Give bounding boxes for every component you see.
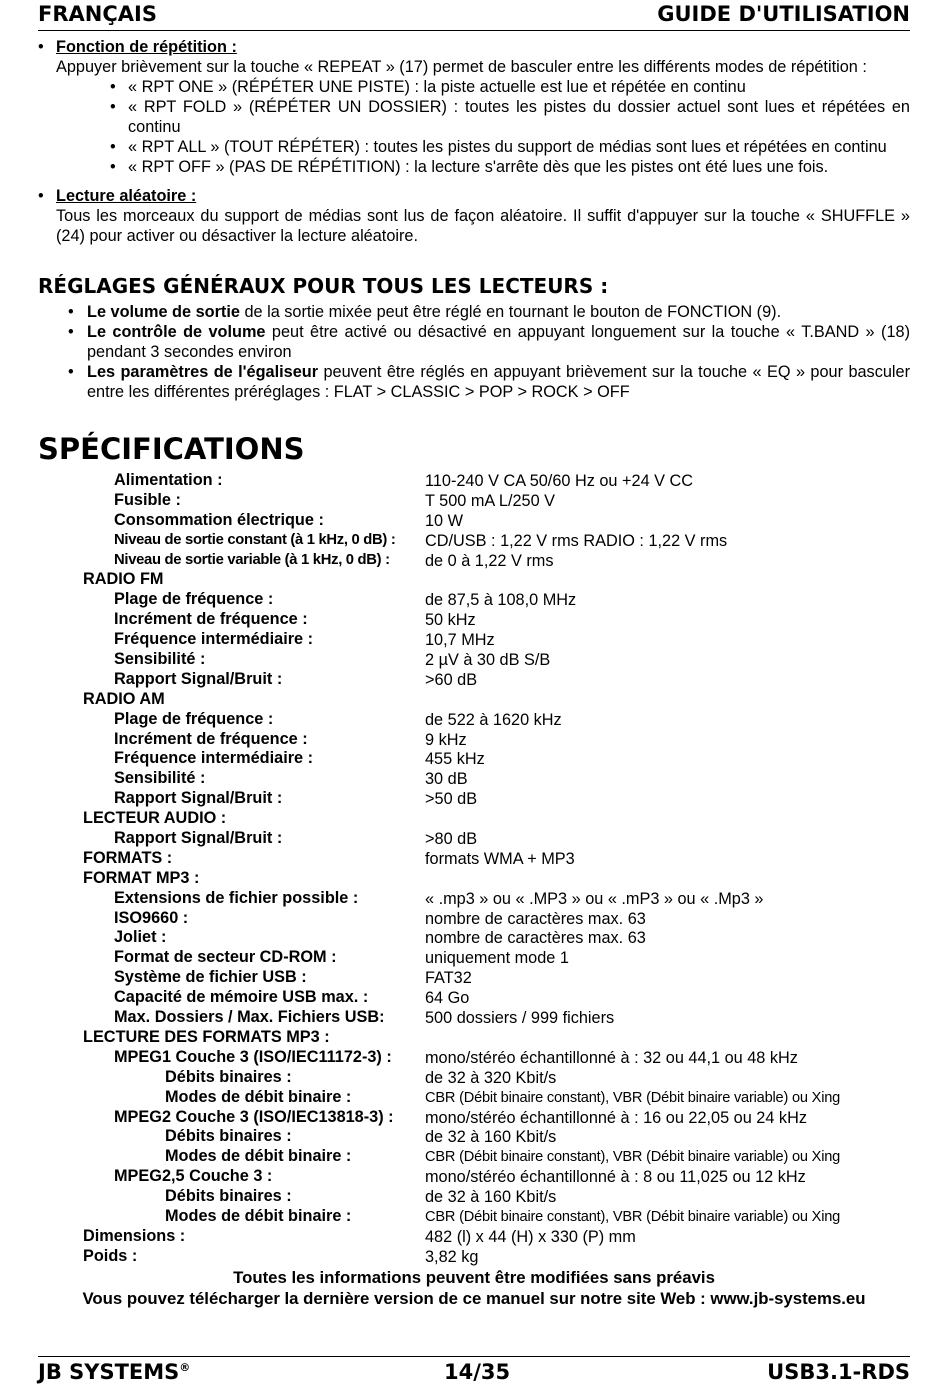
spec-value: >50 dB <box>425 790 478 809</box>
spec-row <box>38 828 910 848</box>
spec-value: CBR (Débit binaire constant), VBR (Débit binaire variable) ou Xing <box>425 1208 841 1225</box>
spec-row <box>38 689 910 709</box>
spec-row <box>38 868 910 888</box>
page-header <box>38 2 910 31</box>
spec-row <box>38 510 910 530</box>
spec-value: « .mp3 » ou « .MP3 » ou « .mP3 » ou « .Mp3 » <box>425 889 764 908</box>
spec-label: MPEG1 Couche 3 (ISO/IEC11172-3) : <box>114 1047 392 1066</box>
header-language: FRANÇAIS <box>38 2 157 26</box>
spec-row <box>38 490 910 510</box>
spec-value: 3,82 kg <box>425 1247 479 1266</box>
header-title: GUIDE D'UTILISATION <box>657 2 910 26</box>
general-settings-list <box>38 302 910 402</box>
spec-value: 10,7 MHz <box>425 631 495 650</box>
specifications-title: SPÉCIFICATIONS <box>38 432 305 466</box>
spec-row <box>38 768 910 788</box>
spec-label: FORMATS : <box>83 848 173 867</box>
spec-row <box>38 1186 910 1206</box>
spec-row <box>38 1007 910 1027</box>
specifications-table <box>38 470 910 1266</box>
spec-value: 64 Go <box>425 989 470 1008</box>
spec-label: ISO9660 : <box>114 908 189 927</box>
bullet-icon: • <box>110 158 116 176</box>
spec-row <box>38 788 910 808</box>
spec-label: Modes de débit binaire : <box>165 1147 352 1166</box>
spec-label: Joliet : <box>114 928 167 947</box>
list-item: • « RPT ONE » (RÉPÉTER UNE PISTE) : la piste actuelle est lue et répétée en continu <box>110 78 746 96</box>
spec-label: MPEG2 Couche 3 (ISO/IEC13818-3) : <box>114 1107 394 1126</box>
list-item: • Les paramètres de l'égaliseur peuvent être réglés en appuyant brièvement sur la touche « EQ » pour basculer entre les différentes préréglages : FLAT > CLASSIC > POP > ROCK > OFF <box>68 363 910 401</box>
spec-label: MPEG2,5 Couche 3 : <box>114 1167 273 1186</box>
spec-value: de 32 à 320 Kbit/s <box>425 1068 557 1087</box>
spec-value: CD/USB : 1,22 V rms RADIO : 1,22 V rms <box>425 531 728 550</box>
spec-label: Rapport Signal/Bruit : <box>114 789 283 808</box>
bullet-icon: • <box>38 38 44 56</box>
spec-row <box>38 1087 910 1107</box>
spec-label: Plage de fréquence : <box>114 709 274 728</box>
bullet-icon: • <box>68 323 74 341</box>
spec-value: mono/stéréo échantillonné à : 32 ou 44,1 ou 48 kHz <box>425 1048 798 1067</box>
footer-brand: JB SYSTEMS® <box>38 1360 191 1384</box>
spec-label: Fréquence intermédiaire : <box>114 630 314 649</box>
page-number: 14/35 <box>444 1360 511 1384</box>
list-item: • Le contrôle de volume peut être activé ou désactivé en appuyant longuement sur la touche « T.BAND » (18) pendant 3 secondes environ <box>68 323 910 361</box>
bullet-icon: • <box>38 187 44 205</box>
spec-value: de 87,5 à 108,0 MHz <box>425 591 577 610</box>
bullet-icon: • <box>110 98 116 116</box>
spec-row <box>38 927 910 947</box>
spec-value: 10 W <box>425 511 464 530</box>
spec-label: Rapport Signal/Bruit : <box>114 829 283 848</box>
repeat-title: Fonction de répétition : <box>56 38 237 56</box>
spec-row <box>38 888 910 908</box>
spec-label: Fréquence intermédiaire : <box>114 749 314 768</box>
spec-value: nombre de caractères max. 63 <box>425 929 646 948</box>
spec-row <box>38 669 910 689</box>
repeat-intro: Appuyer brièvement sur la touche « REPEAT » (17) permet de basculer entre les différents modes de répétition : <box>56 58 867 76</box>
spec-label: Fusible : <box>114 490 181 509</box>
spec-label: Sensibilité : <box>114 769 206 788</box>
spec-label: Niveau de sortie variable (à 1 kHz, 0 dB) : <box>114 551 390 568</box>
spec-row <box>38 1107 910 1127</box>
spec-value: de 0 à 1,22 V rms <box>425 551 554 570</box>
spec-value: T 500 mA L/250 V <box>425 491 556 510</box>
spec-label: Modes de débit binaire : <box>165 1087 352 1106</box>
spec-label: Format de secteur CD-ROM : <box>114 948 337 967</box>
spec-row <box>38 729 910 749</box>
spec-row <box>38 569 910 589</box>
spec-row <box>38 848 910 868</box>
shuffle-title: Lecture aléatoire : <box>56 187 197 205</box>
shuffle-section <box>38 186 910 246</box>
bullet-icon: • <box>68 303 74 321</box>
spec-row <box>38 1246 910 1266</box>
spec-label: Capacité de mémoire USB max. : <box>114 988 369 1007</box>
repeat-mode-list <box>38 77 910 177</box>
general-settings-title: RÉGLAGES GÉNÉRAUX POUR TOUS LES LECTEURS : <box>38 274 609 298</box>
spec-label: FORMAT MP3 : <box>83 868 200 887</box>
spec-row <box>38 1027 910 1047</box>
spec-label: RADIO FM <box>83 570 164 589</box>
spec-label: Système de fichier USB : <box>114 968 307 987</box>
spec-value: FAT32 <box>425 969 472 988</box>
spec-row <box>38 1226 910 1246</box>
spec-row <box>38 1067 910 1087</box>
list-item: • « RPT ALL » (TOUT RÉPÉTER) : toutes les pistes du support de médias sont lues et répétées en continu <box>110 138 887 156</box>
spec-value: CBR (Débit binaire constant), VBR (Débit binaire variable) ou Xing <box>425 1149 841 1166</box>
spec-row <box>38 908 910 928</box>
bullet-icon: • <box>68 363 74 381</box>
spec-row <box>38 1166 910 1186</box>
change-notice: Toutes les informations peuvent être modifiées sans préavis <box>233 1267 715 1287</box>
footer-model: USB3.1-RDS <box>767 1360 910 1384</box>
spec-row <box>38 967 910 987</box>
spec-value: CBR (Débit binaire constant), VBR (Débit binaire variable) ou Xing <box>425 1089 841 1106</box>
list-item: • « RPT OFF » (PAS DE RÉPÉTITION) : la lecture s'arrête dès que les pistes ont été lues une fois. <box>110 158 829 176</box>
spec-row <box>38 470 910 490</box>
spec-value: mono/stéréo échantillonné à : 16 ou 22,05 ou 24 kHz <box>425 1108 807 1127</box>
spec-value: de 32 à 160 Kbit/s <box>425 1128 557 1147</box>
spec-value: 500 dossiers / 999 fichiers <box>425 1009 615 1028</box>
spec-label: Alimentation : <box>114 471 223 489</box>
spec-value: formats WMA + MP3 <box>425 849 575 868</box>
spec-label: Incrément de fréquence : <box>114 610 308 629</box>
spec-row <box>38 550 910 570</box>
specifications-notes <box>38 1267 910 1309</box>
spec-row <box>38 1047 910 1067</box>
bullet-icon: • <box>110 78 116 96</box>
spec-value: 9 kHz <box>425 730 467 749</box>
list-item: • Le volume de sortie de la sortie mixée peut être réglé en tournant le bouton de FONCTION (9). <box>68 303 782 321</box>
spec-label: Niveau de sortie constant (à 1 kHz, 0 dB) : <box>114 531 396 548</box>
spec-row <box>38 808 910 828</box>
spec-label: Rapport Signal/Bruit : <box>114 669 283 688</box>
spec-row <box>38 1206 910 1226</box>
spec-row <box>38 748 910 768</box>
spec-label: RADIO AM <box>83 689 165 708</box>
spec-value: 482 (l) x 44 (H) x 330 (P) mm <box>425 1227 636 1246</box>
spec-label: Consommation électrique : <box>114 510 324 529</box>
spec-label: Poids : <box>83 1246 138 1265</box>
spec-row <box>38 530 910 550</box>
spec-label: Sensibilité : <box>114 650 206 669</box>
spec-label: Débits binaires : <box>165 1127 292 1146</box>
page-content <box>38 37 910 1309</box>
spec-value: 455 kHz <box>425 750 485 769</box>
spec-value: 30 dB <box>425 770 468 789</box>
spec-value: >80 dB <box>425 830 478 849</box>
download-notice: Vous pouvez télécharger la dernière version de ce manuel sur notre site Web : www.jb-systems.eu <box>82 1288 866 1308</box>
spec-value: uniquement mode 1 <box>425 949 569 968</box>
spec-row <box>38 947 910 967</box>
spec-value: >60 dB <box>425 670 478 689</box>
spec-row <box>38 1146 910 1166</box>
page-footer <box>38 1356 910 1387</box>
spec-value: 110-240 V CA 50/60 Hz ou +24 V CC <box>425 472 694 490</box>
spec-label: Plage de fréquence : <box>114 590 274 609</box>
spec-row <box>38 609 910 629</box>
spec-value: nombre de caractères max. 63 <box>425 909 646 928</box>
spec-row <box>38 589 910 609</box>
spec-label: LECTEUR AUDIO : <box>83 809 227 828</box>
spec-value: mono/stéréo échantillonné à : 8 ou 11,025 ou 12 kHz <box>425 1168 806 1187</box>
spec-label: Modes de débit binaire : <box>165 1206 352 1225</box>
spec-label: Dimensions : <box>83 1226 186 1245</box>
spec-value: de 32 à 160 Kbit/s <box>425 1188 557 1207</box>
spec-row <box>38 709 910 729</box>
spec-label: Incrément de fréquence : <box>114 729 308 748</box>
repeat-section <box>38 37 910 77</box>
spec-row <box>38 649 910 669</box>
spec-label: Débits binaires : <box>165 1067 292 1086</box>
list-item: • « RPT FOLD » (RÉPÉTER UN DOSSIER) : toutes les pistes du dossier actuel sont lues et répétées en continu <box>110 98 910 136</box>
spec-label: Max. Dossiers / Max. Fichiers USB: <box>114 1008 385 1027</box>
shuffle-text: Tous les morceaux du support de médias sont lus de façon aléatoire. Il suffit d'appuyer sur la touche « SHUFFLE » (24) pour activer ou désactiver la lecture aléatoire. <box>56 207 910 245</box>
spec-row <box>38 629 910 649</box>
spec-value: 50 kHz <box>425 611 476 630</box>
spec-label: Débits binaires : <box>165 1187 292 1206</box>
spec-label: LECTURE DES FORMATS MP3 : <box>83 1027 330 1046</box>
bullet-icon: • <box>110 138 116 156</box>
spec-row <box>38 1126 910 1146</box>
spec-value: 2 µV à 30 dB S/B <box>425 651 551 670</box>
registered-mark: ® <box>179 1361 191 1374</box>
spec-label: Extensions de fichier possible : <box>114 888 359 907</box>
spec-row <box>38 987 910 1007</box>
spec-value: de 522 à 1620 kHz <box>425 710 562 729</box>
